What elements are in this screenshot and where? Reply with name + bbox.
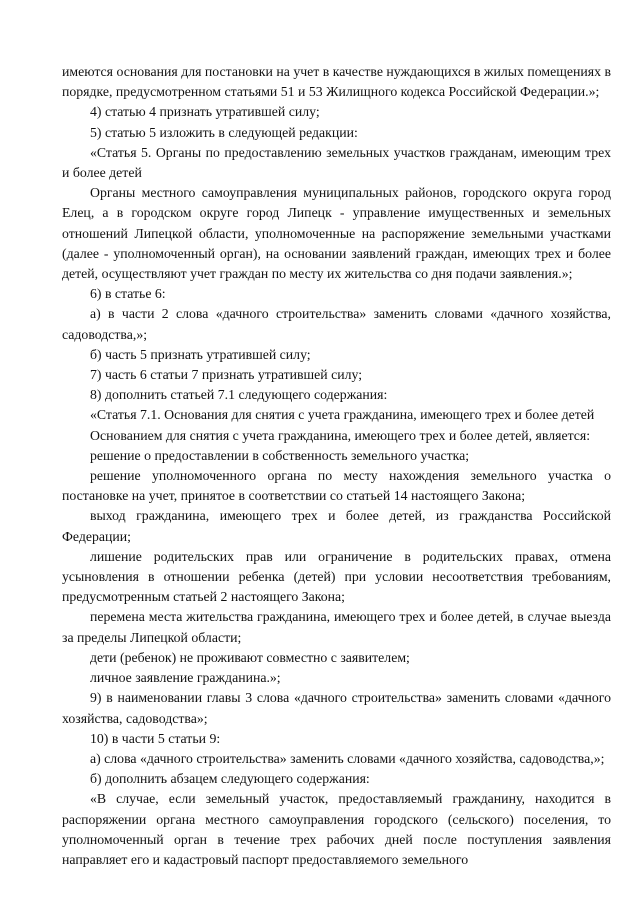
paragraph: «В случае, если земельный участок, предоставляемый гражданину, находится в распоряжении органа местного самоуправления городского (сельского) поселения, то уполномоченный орган в течение трех рабочих дней после поступления заявления направляет его и кадастровый паспорт предоставляемого земельного [62, 791, 611, 867]
list-item: личное заявление гражданина.»; [90, 670, 281, 686]
paragraph: 7) часть 6 статьи 7 признать утратившей силу; [90, 367, 363, 383]
paragraph: Органы местного самоуправления муниципальных районов, городского округа город Елец, а в городском округе город Липецк - управление имущественных и земельных отношений Липецкой области, уполномоченные на распоряжение земельными участками (далее - уполномоченный орган), на основании заявлений граждан, имеющих трех и более детей, осуществляют учет граждан по месту их жительства со дня подачи заявления.»; [62, 185, 611, 282]
paragraph: 5) статью 5 изложить в следующей редакции: [90, 124, 358, 140]
list-item: лишение родительских прав или ограничение в родительских правах, отмена усыновления в отношении ребенка (детей) при условии несоответствия требованиям, предусмотренным статьей 2 настоящего Закона; [62, 548, 611, 605]
list-item: выход гражданина, имеющего трех и более детей, из гражданства Российской Федерации; [62, 508, 611, 544]
paragraph: 8) дополнить статьей 7.1 следующего содержания: [90, 387, 388, 403]
list-item: дети (ребенок) не проживают совместно с заявителем; [90, 649, 410, 665]
paragraph: Основанием для снятия с учета гражданина, имеющего трех и более детей, является: [90, 427, 591, 443]
article-heading: «Статья 5. Органы по предоставлению земельных участков гражданам, имеющим трех и более детей [62, 144, 611, 181]
article-heading: «Статья 7.1. Основания для снятия с учета гражданина, имеющего трех и более детей [90, 407, 595, 423]
paragraph: 6) в статье 6: [90, 286, 166, 302]
list-item: решение уполномоченного органа по месту нахождения земельного участка о постановке на учет, принятое в соответствии со статьей 14 настоящего Закона; [62, 468, 611, 504]
paragraph: 10) в части 5 статьи 9: [90, 730, 221, 746]
list-item: решение о предоставлении в собственность земельного участка; [90, 447, 470, 463]
paragraph: 9) в наименовании главы 3 слова «дачного строительства» заменить словами «дачного хозяйства, садоводства»; [62, 690, 611, 726]
paragraph: а) в части 2 слова «дачного строительства» заменить словами «дачного хозяйства, садоводства,»; [62, 306, 611, 342]
paragraph: а) слова «дачного строительства» заменить словами «дачного хозяйства, садоводства,»; [90, 750, 605, 766]
document-page [62, 62, 611, 870]
paragraph: 4) статью 4 признать утратившей силу; [90, 104, 320, 120]
paragraph: б) дополнить абзацем следующего содержания: [90, 771, 370, 787]
paragraph: б) часть 5 признать утратившей силу; [90, 346, 311, 362]
list-item: перемена места жительства гражданина, имеющего трех и более детей, в случае выезда за пределы Липецкой области; [62, 609, 611, 645]
paragraph: имеются основания для постановки на учет в качестве нуждающихся в жилых помещениях в порядке, предусмотренном статьями 51 и 53 Жилищного кодекса Российской Федерации.»; [62, 64, 611, 100]
